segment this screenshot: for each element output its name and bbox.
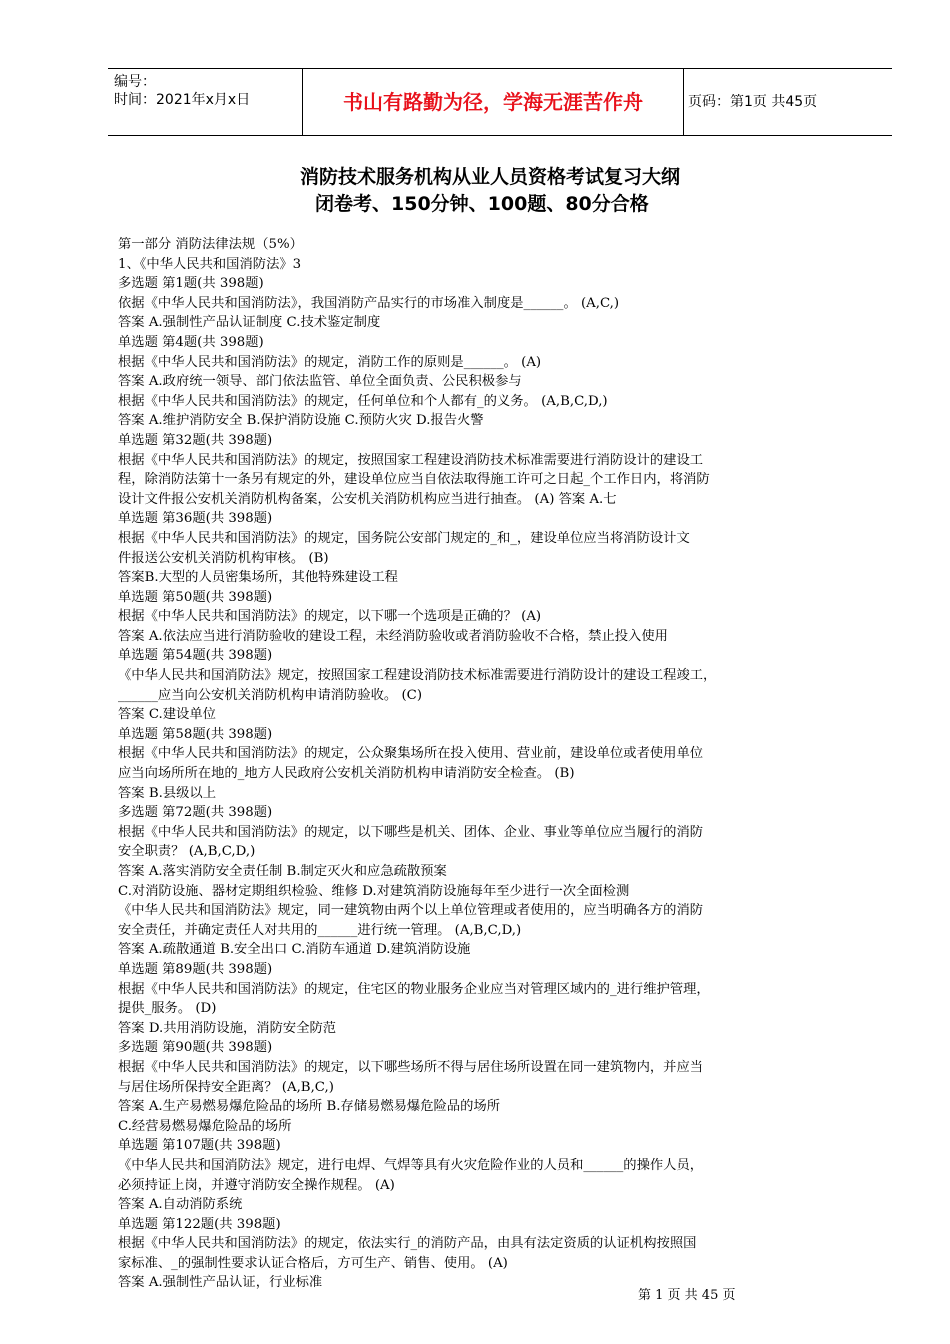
- text-line: 答案B.大型的人员密集场所，其他特殊建设工程: [118, 570, 398, 586]
- text-line: 《中华人民共和国消防法》规定，进行电焊、气焊等具有火灾危险作业的人员和______的操作人员，: [118, 1157, 704, 1173]
- motto: 书山有路勤为径，学海无涯苦作舟: [303, 69, 684, 135]
- text-line: 答案 B.县级以上: [118, 785, 217, 801]
- text-line: 多选题 第72题(共 398题): [118, 805, 273, 821]
- text-line: 单选题 第58题(共 398题): [118, 726, 273, 742]
- text-line: 与居住场所保持安全距离？ (A,B,C,): [118, 1079, 334, 1095]
- text-line: 根据《中华人民共和国消防法》的规定，公众聚集场所在投入使用、营业前，建设单位或者使用单位: [118, 746, 704, 762]
- text-line: 根据《中华人民共和国消防法》的规定，依法实行_的消防产品，由具有法定资质的认证机构按照国: [118, 1236, 697, 1252]
- text-line: 根据《中华人民共和国消防法》的规定，国务院公安部门规定的_和_，建设单位应当将消防设计文: [118, 530, 690, 546]
- text-line: 程，除消防法第十一条另有规定的外，建设单位应当自依法取得施工许可之日起_个工作日内，将消防: [118, 472, 710, 488]
- text-line: 安全责任，并确定责任人对共用的______进行统一管理。 (A,B,C,D,): [118, 922, 522, 938]
- text-line: 依据《中华人民共和国消防法》，我国消防产品实行的市场准入制度是______。 (A,C,): [118, 295, 620, 311]
- text-line: 根据《中华人民共和国消防法》的规定，以下哪些场所不得与居住场所设置在同一建筑物内，并应当: [118, 1059, 704, 1075]
- text-line: 家标准、_的强制性要求认证合格后，方可生产、销售、使用。 (A): [118, 1255, 508, 1271]
- text-line: 答案 C.建设单位: [118, 707, 216, 723]
- text-line: 根据《中华人民共和国消防法》的规定，住宅区的物业服务企业应当对管理区域内的_进行维护管理，: [118, 981, 710, 997]
- text-line: 根据《中华人民共和国消防法》的规定，任何单位和个人都有_的义务。 (A,B,C,D,): [118, 393, 608, 409]
- text-line: 单选题 第122题(共 398题): [118, 1216, 281, 1232]
- text-line: 答案 A.维护消防安全 B.保护消防设施 C.预防火灾 D.报告火警: [118, 413, 484, 429]
- text-line: 第一部分 消防法律法规（5%）: [118, 237, 303, 252]
- text-line: 多选题 第1题(共 398题): [118, 276, 264, 292]
- text-line: 答案 A.落实消防安全责任制 B.制定灭火和应急疏散预案: [118, 864, 447, 879]
- text-line: C.对消防设施、器材定期组织检验、维修 D.对建筑消防设施每年至少进行一次全面检测: [118, 883, 630, 899]
- text-line: 答案 A.政府统一领导、部门依法监管、单位全面负责、公民积极参与: [118, 374, 522, 390]
- text-line: C.经营易燃易爆危险品的场所: [118, 1118, 292, 1134]
- text-line: 答案 A.自动消防系统: [118, 1197, 243, 1213]
- text-line: 答案 A.疏散通道 B.安全出口 C.消防车通道 D.建筑消防设施: [118, 942, 471, 958]
- text-line: 《中华人民共和国消防法》规定，按照国家工程建设消防技术标准需要进行消防设计的建设工程竣工，: [118, 668, 717, 684]
- text-line: 根据《中华人民共和国消防法》的规定，以下哪一个选项是正确的？ (A): [118, 609, 542, 625]
- header-meta-cell: [108, 69, 303, 135]
- text-line: 单选题 第54题(共 398题): [118, 648, 273, 664]
- text-line: 《中华人民共和国消防法》规定，同一建筑物由两个以上单位管理或者使用的，应当明确各方的消防: [118, 903, 704, 919]
- page-footer: 第 1 页 共 45 页: [638, 1288, 736, 1303]
- text-line: 根据《中华人民共和国消防法》的规定，以下哪些是机关、团体、企业、事业等单位应当履行的消防: [118, 824, 704, 840]
- text-line: 答案 D.共用消防设施，消防安全防范: [118, 1020, 337, 1036]
- text-line: 单选题 第50题(共 398题): [118, 589, 273, 605]
- text-line: 安全职责？ (A,B,C,D,): [118, 844, 256, 860]
- text-line: 必须持证上岗，并遵守消防安全操作规程。 (A): [118, 1177, 395, 1193]
- text-line: 答案 A.依法应当进行消防验收的建设工程，未经消防验收或者消防验收不合格，禁止投入使用: [118, 628, 668, 644]
- text-line: 设计文件报公安机关消防机构备案，公安机关消防机构应当进行抽查。 (A) 答案 A.七: [118, 491, 617, 507]
- text-line: 单选题 第107题(共 398题): [118, 1138, 281, 1154]
- page-label: 页码：第1页 共45页: [688, 94, 818, 110]
- document-title: 消防技术服务机构从业人员资格考试复习大纲: [300, 166, 681, 188]
- text-line: 单选题 第89题(共 398题): [118, 961, 273, 977]
- text-line: 答案 A.强制性产品认证制度 C.技术鉴定制度: [118, 315, 381, 331]
- document-body: [118, 235, 888, 1293]
- text-line: 根据《中华人民共和国消防法》的规定，按照国家工程建设消防技术标准需要进行消防设计的建设工: [118, 452, 704, 468]
- text-line: 单选题 第4题(共 398题): [118, 334, 264, 350]
- text-line: 根据《中华人民共和国消防法》的规定，消防工作的原则是______。 (A): [118, 354, 542, 370]
- text-line: 答案 A.强制性产品认证，行业标准: [118, 1275, 323, 1291]
- document-subtitle: 闭卷考、150分钟、100题、80分合格: [315, 193, 649, 215]
- text-line: 应当向场所所在地的_地方人民政府公安机关消防机构申请消防安全检查。 (B): [118, 766, 575, 782]
- text-line: 单选题 第32题(共 398题): [118, 432, 273, 448]
- text-line: 件报送公安机关消防机构审核。 (B): [118, 550, 329, 566]
- time-label: 时间：2021年x月x日: [114, 92, 251, 108]
- text-line: 单选题 第36题(共 398题): [118, 511, 273, 527]
- text-line: ______应当向公安机关消防机构申请消防验收。 (C): [118, 687, 423, 703]
- text-line: 提供_服务。 (D): [118, 1001, 217, 1017]
- text-line: 答案 A.生产易燃易爆危险品的场所 B.存储易燃易爆危险品的场所: [118, 1099, 500, 1115]
- header-table: [108, 68, 892, 136]
- text-line: 1、《中华人民共和国消防法》3: [118, 256, 302, 272]
- number-label: 编号：: [114, 74, 156, 90]
- text-line: 多选题 第90题(共 398题): [118, 1040, 273, 1056]
